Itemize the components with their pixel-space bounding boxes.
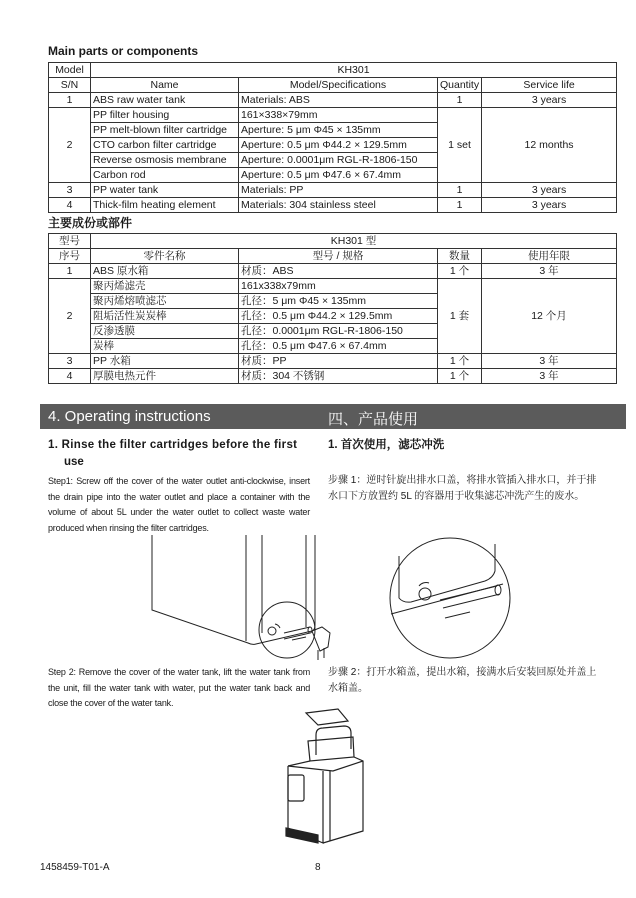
table-row: 1 ABS 原水箱 材质：ABS 1 个 3 年 xyxy=(49,264,617,279)
model-label: Model xyxy=(49,63,91,78)
table-row: PP melt-blown filter cartridge Aperture: 5 μm Φ45 × 135mm xyxy=(49,123,617,138)
model-value: KH301 xyxy=(91,63,617,78)
page-number: 8 xyxy=(315,862,321,873)
step2-en: Step 2: Remove the cover of the water tank, lift the water tank from the unit, fill the water tank with water, put the water tank back and close the cover of the water tank. xyxy=(48,667,310,708)
water-tank-illustration xyxy=(278,703,368,851)
step-heading-zh: 1. 首次使用，滤芯冲洗 xyxy=(328,439,445,451)
model-value: KH301 型 xyxy=(91,234,617,249)
step1-zh: 步骤 1：逆时针旋出排水口盖，将排水管插入排水口，并于排水口下方放置约 5L 的容器用于收集滤芯冲洗产生的废水。 xyxy=(328,475,597,502)
drain-detail-illustration xyxy=(385,536,515,661)
step2-zh: 步骤 2：打开水箱盖，提出水箱，接满水后安装回原处并盖上水箱盖。 xyxy=(328,667,597,694)
doc-code: 1458459-T01-A xyxy=(40,862,110,873)
table-row: Reverse osmosis membrane Aperture: 0.0001μm RGL-R-1806-150 xyxy=(49,153,617,168)
table-row: 1 ABS raw water tank Materials: ABS 1 3 years xyxy=(49,93,617,108)
table-row: 2 聚丙烯滤壳 161x338x79mm 1 套 12 个月 xyxy=(49,279,617,294)
table-row: CTO carbon filter cartridge Aperture: 0.5 μm Φ44.2 × 129.5mm xyxy=(49,138,617,153)
table-row: 阻垢活性炭炭棒 孔径：0.5 μm Φ44.2 × 129.5mm xyxy=(49,309,617,324)
header-row: S/N Name Model/Specifications Quantity Service life xyxy=(49,78,617,93)
en-parts-table xyxy=(48,62,617,213)
step-heading-en: 1. Rinse the filter cartridges before the first use xyxy=(48,439,298,468)
table-row: 聚丙烯熔喷滤芯 孔径：5 μm Φ45 × 135mm xyxy=(49,294,617,309)
table-row: 4 厚膜电热元件 材质：304 不锈钢 1 个 3 年 xyxy=(49,369,617,384)
table-row: Carbon rod Aperture: 0.5 μm Φ47.6 × 67.4mm xyxy=(49,168,617,183)
section-title-en: 4. Operating instructions xyxy=(48,408,211,425)
section-header-bar xyxy=(40,404,626,429)
table-row: 2 PP filter housing 161×338×79mm 1 set 12 months xyxy=(49,108,617,123)
en-table-title: Main parts or components xyxy=(48,44,199,58)
model-label: 型号 xyxy=(49,234,91,249)
table-row: 反渗透膜 孔径：0.0001μm RGL-R-1806-150 xyxy=(49,324,617,339)
step1-en: Step1: Screw off the cover of the water outlet anti-clockwise, insert the drain pipe into the water outlet and place a container with the volume of about 5L under the water outlet to collect waste water produced when rinsing the filter cartridges. xyxy=(48,476,310,533)
section-title-zh: 四、产品使用 xyxy=(328,411,419,428)
table-row: 炭棒 孔径：0.5 μm Φ47.6 × 67.4mm xyxy=(49,339,617,354)
table-row: 3 PP water tank Materials: PP 1 3 years xyxy=(49,183,617,198)
table-row: 3 PP 水箱 材质：PP 1 个 3 年 xyxy=(49,354,617,369)
zh-parts-table xyxy=(48,233,617,384)
table-row: 4 Thick-film heating element Materials: 304 stainless steel 1 3 years xyxy=(49,198,617,213)
zh-table-title: 主要成份或部件 xyxy=(48,216,133,230)
header-row: 序号 零件名称 型号 / 规格 数量 使用年限 xyxy=(49,249,617,264)
drain-pipe-illustration xyxy=(150,535,350,667)
